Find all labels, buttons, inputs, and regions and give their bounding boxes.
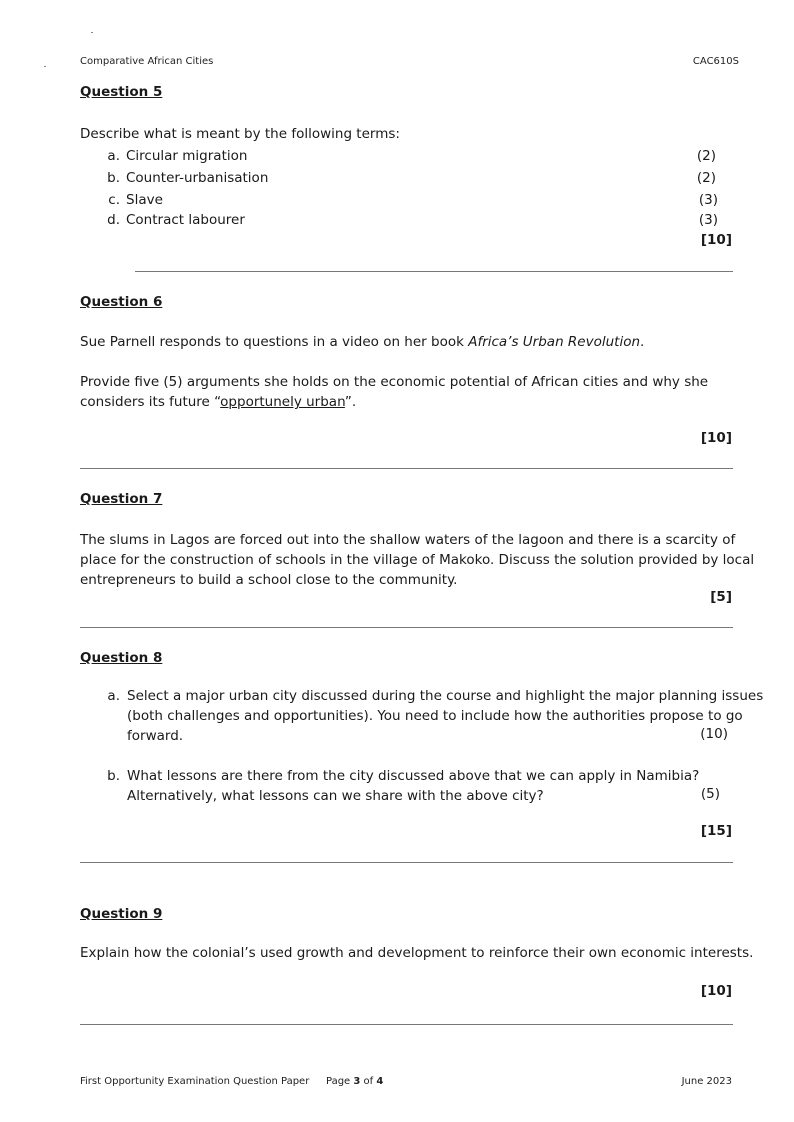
q6-p2-line-2: [80, 392, 356, 412]
q8b-label: b.: [107, 768, 120, 784]
q6-p1-post: .: [640, 334, 645, 350]
q8-divider: [80, 862, 733, 863]
q5-item-c: [98, 192, 163, 208]
q7-line-3: entrepreneurs to build a school close to the community.: [80, 572, 458, 588]
q5-item-a: [98, 148, 247, 164]
q6-p1-pre: Sue Parnell responds to questions in a video on her book: [80, 334, 469, 350]
q9-title: Question 9: [80, 906, 163, 922]
q6-total: [10]: [700, 430, 732, 446]
q5-item-d: [98, 212, 245, 228]
q6-title: Question 6: [80, 294, 163, 310]
q5-item-label: d.: [107, 212, 120, 228]
footer-page-pre: Page: [326, 1076, 354, 1087]
q7-line-2: place for the construction of schools in the village of Makoko. Discuss the solution provided by local: [80, 552, 755, 568]
header-code: CAC610S: [692, 56, 739, 67]
q5-item-label: b.: [107, 170, 120, 186]
q5-item-b: [98, 170, 268, 186]
q8a-line-2: (both challenges and opportunities). You need to include how the authorities propose to go: [127, 708, 743, 724]
q6-divider: [80, 468, 733, 469]
q6-book-title: Africa’s Urban Revolution: [468, 334, 641, 350]
q8a-line-3: forward.: [127, 728, 184, 744]
q6-p2-pre: considers its future “: [80, 394, 221, 410]
q7-divider: [80, 627, 733, 628]
q8a-mark: (10): [700, 726, 728, 742]
q8a-line-1: Select a major urban city discussed during the course and highlight the major planning issues: [127, 688, 764, 704]
q5-divider: [135, 271, 733, 272]
q6-paragraph-1: [80, 332, 644, 352]
q9-divider: [80, 1024, 733, 1025]
q5-item-mark: (2): [696, 148, 716, 164]
q8-title: Question 8: [80, 650, 163, 666]
footer-date: June 2023: [681, 1076, 732, 1087]
q5-item-text: Counter-urbanisation: [126, 170, 269, 186]
scan-mark: [91, 32, 93, 33]
q9-total: [10]: [700, 983, 732, 999]
q9-text: Explain how the colonial’s used growth and development to reinforce their own economic interests.: [80, 945, 754, 961]
q8b-line-1: What lessons are there from the city discussed above that we can apply in Namibia?: [127, 768, 700, 784]
q5-title: Question 5: [80, 84, 163, 100]
q7-line-1: The slums in Lagos are forced out into the shallow waters of the lagoon and there is a scarcity of: [80, 532, 736, 548]
q5-item-text: Circular migration: [126, 148, 248, 164]
q5-item-text: Contract labourer: [126, 212, 245, 228]
q8b-line-2: Alternatively, what lessons can we share with the above city?: [127, 788, 544, 804]
q6-p2-line-1: Provide five (5) arguments she holds on the economic potential of African cities and why she: [80, 374, 709, 390]
footer-page-number: [326, 1076, 383, 1087]
q5-item-mark: (3): [698, 192, 718, 208]
q5-item-mark: (2): [696, 170, 716, 186]
q5-item-mark: (3): [698, 212, 718, 228]
q6-p2-post: ”.: [344, 394, 357, 410]
q5-total: [10]: [700, 232, 732, 248]
footer-page-mid: of: [360, 1076, 377, 1087]
q5-intro: Describe what is meant by the following terms:: [80, 126, 400, 142]
scan-mark: [44, 66, 46, 67]
q8-total: [15]: [700, 823, 732, 839]
q5-item-label: c.: [108, 192, 120, 208]
q6-underlined-phrase: opportunely urban: [220, 394, 345, 410]
q5-item-text: Slave: [126, 192, 163, 208]
q5-item-label: a.: [107, 148, 120, 164]
q7-total: [5]: [710, 589, 732, 605]
q8b-mark: (5): [700, 786, 720, 802]
header-course: Comparative African Cities: [80, 56, 214, 67]
q7-title: Question 7: [80, 491, 163, 507]
footer-page-current: 3: [353, 1076, 361, 1087]
footer-page-total: 4: [376, 1076, 384, 1087]
footer-paper: First Opportunity Examination Question Paper: [80, 1076, 310, 1087]
q8a-label: a.: [107, 688, 120, 704]
